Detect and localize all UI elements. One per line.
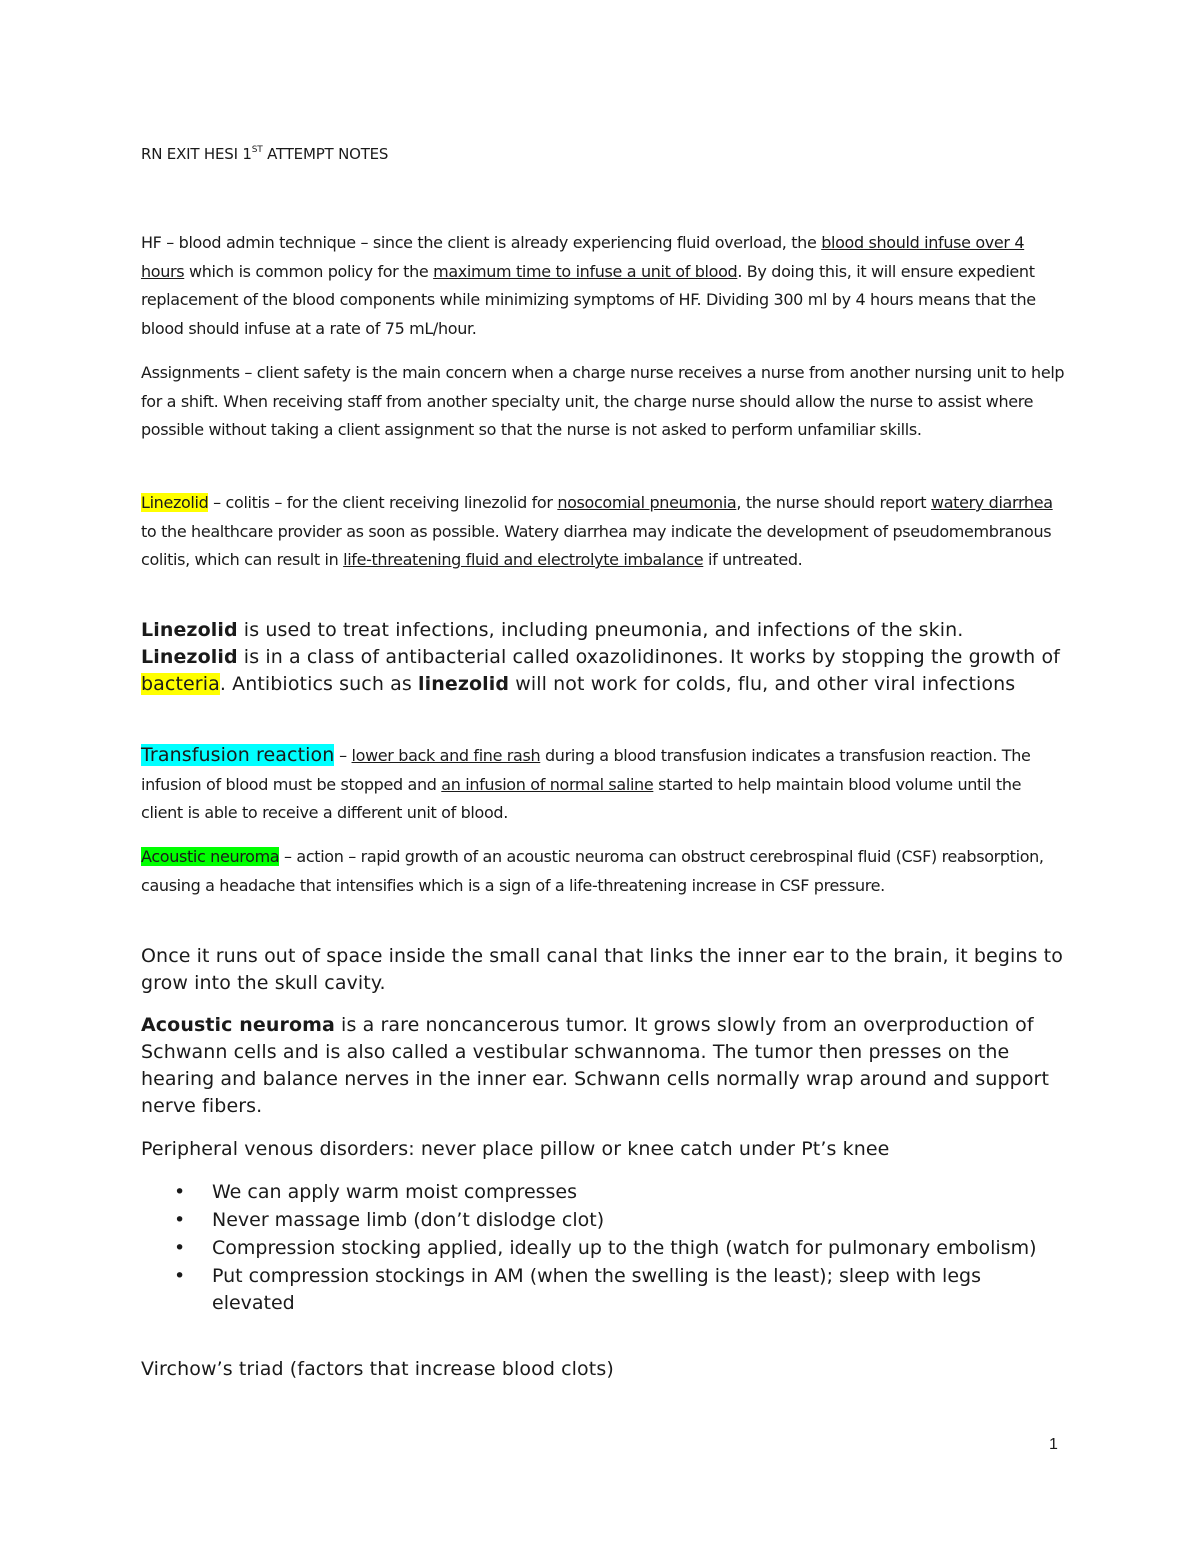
hf-text: HF – blood admin technique – since the client is already experiencing fluid overload, the: [141, 233, 822, 252]
linezolid-note-paragraph: [141, 489, 1066, 575]
transfusion-text: –: [334, 746, 352, 765]
acoustic-bold: Acoustic neuroma: [141, 1014, 335, 1036]
acoustic-highlight: Acoustic neuroma: [141, 847, 280, 866]
hf-underline-infuse: blood should infuse over 4 hours: [141, 233, 1025, 281]
linezolid-info-text: will not work for colds, flu, and other viral infections: [509, 673, 1016, 695]
title-text: RN EXIT HESI 1: [141, 145, 252, 163]
bullet-icon: •: [174, 1209, 186, 1231]
linezolid-info-text: is used to treat infections, including pneumonia, and infections of the skin.: [237, 619, 964, 641]
linezolid-info-text: is in a class of antibacterial called oxazolidinones. It works by stopping the growth of: [237, 646, 1060, 668]
transfusion-paragraph: [141, 741, 1066, 828]
venous-heading: Peripheral venous disorders: never place pillow or knee catch under Pt’s knee: [141, 1138, 890, 1160]
transfusion-highlight: Transfusion reaction: [141, 744, 335, 766]
hf-paragraph: [141, 229, 1066, 343]
transfusion-underline-saline: an infusion of normal saline: [441, 774, 654, 794]
list-item: [141, 1179, 1066, 1206]
list-item-text: We can apply warm moist compresses: [212, 1181, 578, 1203]
virchow-paragraph: Virchow’s triad (factors that increase blood clots): [141, 1358, 614, 1380]
linezolid-text: to the healthcare provider as soon as possible. Watery diarrhea may indicate the development of pseudomembranous colitis, which can result in: [141, 521, 1052, 569]
list-item: [141, 1263, 1066, 1317]
bullet-icon: •: [174, 1265, 186, 1287]
linezolid-bold: linezolid: [418, 673, 510, 695]
linezolid-text: – colitis – for the client receiving linezolid for: [208, 493, 558, 512]
assignments-paragraph: Assignments – client safety is the main concern when a charge nurse receives a nurse from another nursing unit to help for a shift. When receiving staff from another specialty unit, the charge nurse should allow the nurse to assist where possible without taking a client assignment so that the nurse is not asked to perform unfamiliar skills.: [141, 363, 1065, 439]
title-superscript: ST: [251, 145, 263, 155]
list-item: [141, 1235, 1066, 1262]
hf-underline-max-time: maximum time to infuse a unit of blood: [433, 261, 738, 281]
bullet-icon: •: [174, 1237, 186, 1259]
transfusion-text: during a blood transfusion indicates a transfusion reaction. The infusion of blood must be stopped and: [141, 746, 1031, 794]
linezolid-bold: Linezolid: [141, 619, 238, 641]
linezolid-bold: Linezolid: [141, 646, 238, 668]
acoustic-info-paragraph: [141, 1012, 1066, 1120]
acoustic-note-paragraph: [141, 843, 1066, 900]
list-item-text: Never massage limb (don’t dislodge clot): [212, 1209, 605, 1231]
title-text-end: ATTEMPT NOTES: [262, 145, 389, 163]
transfusion-underline-rash: lower back and fine rash: [351, 746, 541, 765]
linezolid-text: , the nurse should report: [736, 493, 931, 512]
acoustic-note-text: – action – rapid growth of an acoustic neuroma can obstruct cerebrospinal fluid (CSF) reabsorption, causing a headache that intensifies which is a sign of a life-threatening increase in CSF pressure.: [141, 847, 1044, 895]
bacteria-highlight: bacteria: [141, 673, 220, 695]
hf-text: . By doing this, it will ensure expedient replacement of the blood components while minimizing symptoms of HF. Dividing 300 ml by 4 hours means that the blood should infuse at a rate of 75 mL/hour.: [141, 261, 1036, 338]
acoustic-info-text: is a rare noncancerous tumor. It grows slowly from an overproduction of Schwann cells and is also called a vestibular schwannoma. The tumor then presses on the hearing and balance nerves in the inner ear. Schwann cells normally wrap around and support nerve fibers.: [141, 1014, 1050, 1117]
linezolid-underline-pneumonia: nosocomial pneumonia: [557, 493, 737, 512]
page-title: [141, 145, 388, 163]
linezolid-highlight: Linezolid: [141, 493, 209, 512]
linezolid-text: if untreated.: [703, 550, 803, 569]
transfusion-text: started to help maintain blood volume until the client is able to receive a different unit of blood.: [141, 774, 1022, 822]
linezolid-underline-imbalance: life-threatening fluid and electrolyte imbalance: [343, 550, 704, 569]
linezolid-info-text: . Antibiotics such as: [219, 673, 419, 695]
venous-bullet-list: [141, 1179, 1066, 1318]
linezolid-underline-diarrhea: watery diarrhea: [930, 493, 1053, 512]
list-item-text: Put compression stockings in AM (when the swelling is the least); sleep with legs elevated: [212, 1265, 981, 1314]
bullet-icon: •: [174, 1181, 186, 1203]
list-item-text: Compression stocking applied, ideally up to the thigh (watch for pulmonary embolism): [212, 1237, 1037, 1259]
list-item: [141, 1207, 1066, 1234]
hf-text: which is common policy for the: [184, 261, 434, 281]
linezolid-info-paragraph: [141, 617, 1066, 698]
page-number: 1: [1049, 1436, 1058, 1453]
canal-paragraph: Once it runs out of space inside the small canal that links the inner ear to the brain, it begins to grow into the skull cavity.: [141, 945, 1063, 994]
